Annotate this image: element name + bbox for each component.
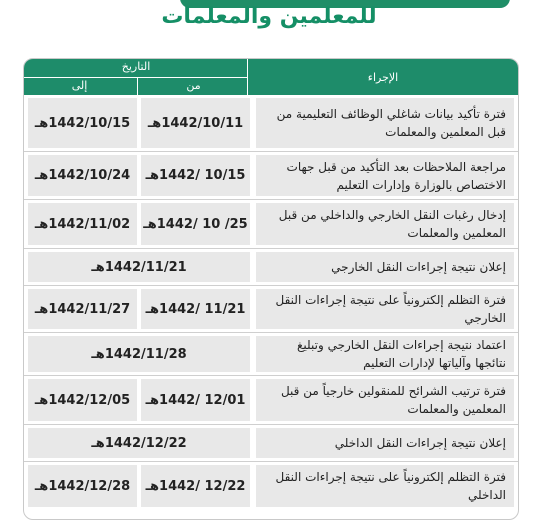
procedure-cell: فترة التظلم إلكترونياً على نتيجة إجراءات النقل الداخلي <box>256 465 514 507</box>
to-date-cell: 1442/10/24هـ <box>28 155 137 196</box>
to-date-cell: 1442/12/05هـ <box>28 379 137 421</box>
table-row <box>24 425 518 461</box>
table-row <box>24 200 518 248</box>
procedure-cell: فترة ترتيب الشرائح للمنقولين خارجياً من قبل المعلمين والمعلمات <box>256 379 514 421</box>
from-date-cell: 25/ 10 /1442هـ <box>141 203 250 245</box>
table-header <box>24 59 518 95</box>
procedure-cell: اعتماد نتيجة إجراءات النقل الخارجي وتبليغ نتائجها وآلياتها لإدارات التعليم <box>256 336 514 372</box>
procedure-cell: مراجعة الملاحظات بعد التأكيد من قبل جهات الاختصاص بالوزارة وإدارات التعليم <box>256 155 514 196</box>
header-date: التاريخ <box>24 59 248 78</box>
to-date-cell: 1442/12/28هـ <box>28 465 137 507</box>
procedure-cell: فترة تأكيد بيانات شاغلي الوظائف التعليمية من قبل المعلمين والمعلمات <box>256 98 514 148</box>
from-date-cell: 10/15 /1442هـ <box>141 155 250 196</box>
from-date-cell: 12/22 /1442هـ <box>141 465 250 507</box>
schedule-table <box>23 58 519 520</box>
table-row <box>24 462 518 510</box>
from-date-cell: 12/01 /1442هـ <box>141 379 250 421</box>
procedure-cell: إعلان نتيجة إجراءات النقل الداخلي <box>256 428 514 458</box>
date-cell: 1442/11/28هـ <box>28 336 250 372</box>
procedure-cell: إدخال رغبات النقل الخارجي والداخلي من قبل المعلمين والمعلمات <box>256 203 514 245</box>
table-row <box>24 249 518 285</box>
date-cell: 1442/11/21هـ <box>28 252 250 282</box>
table-row <box>24 333 518 375</box>
header-from: من <box>137 77 249 95</box>
table-row <box>24 152 518 199</box>
page-subtitle: للمعلمين والمعلمات <box>161 4 377 29</box>
procedure-cell: إعلان نتيجة إجراءات النقل الخارجي <box>256 252 514 282</box>
procedure-cell: فترة التظلم إلكترونياً على نتيجة إجراءات النقل الخارجي <box>256 289 514 329</box>
header-procedure: الإجراء <box>247 59 518 95</box>
to-date-cell: 1442/11/02هـ <box>28 203 137 245</box>
date-cell: 1442/12/22هـ <box>28 428 250 458</box>
to-date-cell: 1442/10/15هـ <box>28 98 137 148</box>
table-row <box>24 95 518 151</box>
header-to: إلى <box>71 79 88 92</box>
table-row <box>24 376 518 424</box>
table-row <box>24 286 518 332</box>
from-date-cell: 1442/10/11هـ <box>141 98 250 148</box>
from-date-cell: 11/21 /1442هـ <box>141 289 250 329</box>
to-date-cell: 1442/11/27هـ <box>28 289 137 329</box>
